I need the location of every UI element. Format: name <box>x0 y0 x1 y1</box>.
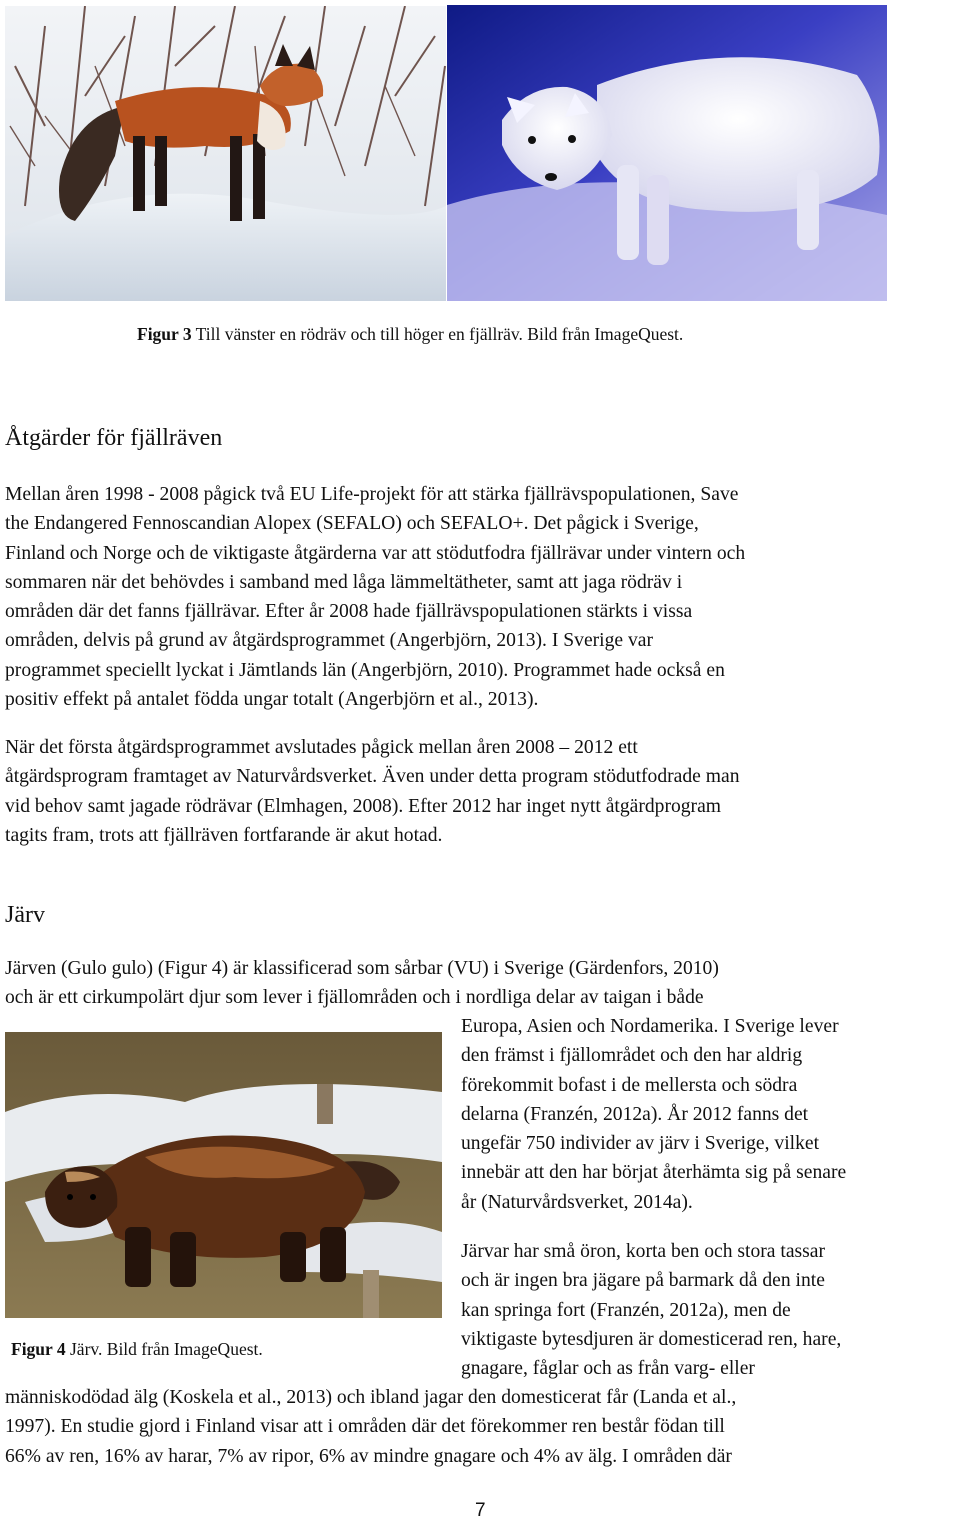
text-line: Mellan åren 1998 - 2008 pågick två EU Life-projekt för att stärka fjällrävspopulationen, Save <box>5 484 739 505</box>
figure-4-label: Figur 4 <box>11 1339 66 1359</box>
section-heading-atgarder: Åtgärder för fjällräven <box>5 425 223 451</box>
text-line: Finland och Norge och de viktigaste åtgärderna var att stödutfodra fjällrävar under vintern och <box>5 542 746 564</box>
text-line: och är ett cirkumpolärt djur som lever i fjällområden och i nordliga delar av taigan i både <box>5 987 704 1009</box>
text-line: förekommit bofast i de mellersta och södra <box>461 1074 798 1096</box>
paragraph-jarv-byte <box>461 1237 960 1383</box>
text-line: the Endangered Fennoscandian Alopex (SEFALO) och SEFALO+. Det pågick i Sverige, <box>5 513 699 535</box>
text-line: områden där det fanns fjällrävar. Efter år 2008 hade fjällrävspopulationen stärkts i vissa <box>5 601 693 623</box>
figure-3-label: Figur 3 <box>137 324 192 344</box>
figure-3-text: Till vänster en rödräv och till höger en fjällräv. Bild från ImageQuest. <box>191 324 684 344</box>
text-line: och är ingen bra jägare på barmark då den inte <box>461 1270 825 1292</box>
red-fox-photo <box>5 6 446 301</box>
section-heading-jarv: Järv <box>5 902 45 928</box>
text-line: år (Naturvårdsverket, 2014a). <box>461 1191 693 1213</box>
text-line: Europa, Asien och Nordamerika. I Sverige lever <box>461 1016 839 1037</box>
text-line: delarna (Franzén, 2012a). År 2012 fanns det <box>461 1103 809 1125</box>
figure-3-caption <box>137 324 683 345</box>
text-line: 66% av ren, 16% av harar, 7% av ripor, 6% av mindre gnagare och 4% av älg. I områden där <box>5 1445 732 1467</box>
text-line: 1997). En studie gjord i Finland visar att i områden där det förekommer ren består födan till <box>5 1416 725 1438</box>
paragraph-sefalo <box>5 480 960 714</box>
text-line: När det första åtgärdsprogrammet avslutades pågick mellan åren 2008 – 2012 ett <box>5 737 638 758</box>
text-line: programmet speciellt lyckat i Jämtlands län (Angerbjörn, 2010). Programmet hade också en <box>5 659 725 681</box>
text-line: människodödad älg (Koskela et al., 2013) och ibland jagar den domesticerat får (Landa et al., <box>5 1387 737 1408</box>
text-line: områden, delvis på grund av åtgärdsprogrammet (Angerbjörn, 2013). I Sverige var <box>5 630 654 652</box>
text-line: gnagare, fåglar och as från varg- eller <box>461 1358 755 1380</box>
paragraph-jarv-foda <box>5 1383 960 1471</box>
text-line: vid behov samt jagade rödrävar (Elmhagen, 2008). Efter 2012 har inget nytt åtgärdprogram <box>5 795 722 817</box>
text-line: ungefär 750 individer av järv i Sverige, vilket <box>461 1133 820 1155</box>
text-line: kan springa fort (Franzén, 2012a), men de <box>461 1299 791 1321</box>
text-line: åtgärdsprogram framtaget av Naturvårdsverket. Även under detta program stödutfodrade man <box>5 766 740 788</box>
page-number: 7 <box>475 1500 486 1521</box>
paragraph-jarv-intro <box>5 954 960 1013</box>
arctic-fox-photo <box>447 5 887 301</box>
paragraph-atgardsprogram <box>5 733 960 850</box>
text-line: den främst i fjällområdet och den har aldrig <box>461 1045 803 1067</box>
text-line: sommaren när det behövdes i samband med låga lämmeltätheter, samt att jaga rödräv i <box>5 571 683 593</box>
text-line: tagits fram, trots att fjällräven fortfarande är akut hotad. <box>5 824 443 846</box>
figure-4-text: Järv. Bild från ImageQuest. <box>65 1339 263 1359</box>
paragraph-jarv-intro-cont <box>461 1012 960 1217</box>
text-line: innebär att den har börjat återhämta sig på senare <box>461 1162 847 1184</box>
wolverine-photo <box>5 1032 442 1318</box>
text-line: positiv effekt på antalet födda ungar totalt (Angerbjörn et al., 2013). <box>5 689 539 711</box>
text-line: viktigaste bytesdjuren är domesticerad ren, hare, <box>461 1328 842 1350</box>
text-line: Järven (Gulo gulo) (Figur 4) är klassificerad som sårbar (VU) i Sverige (Gärdenfors, 2010) <box>5 958 719 979</box>
figure-4-caption <box>11 1339 263 1360</box>
text-line: Järvar har små öron, korta ben och stora tassar <box>461 1241 825 1262</box>
